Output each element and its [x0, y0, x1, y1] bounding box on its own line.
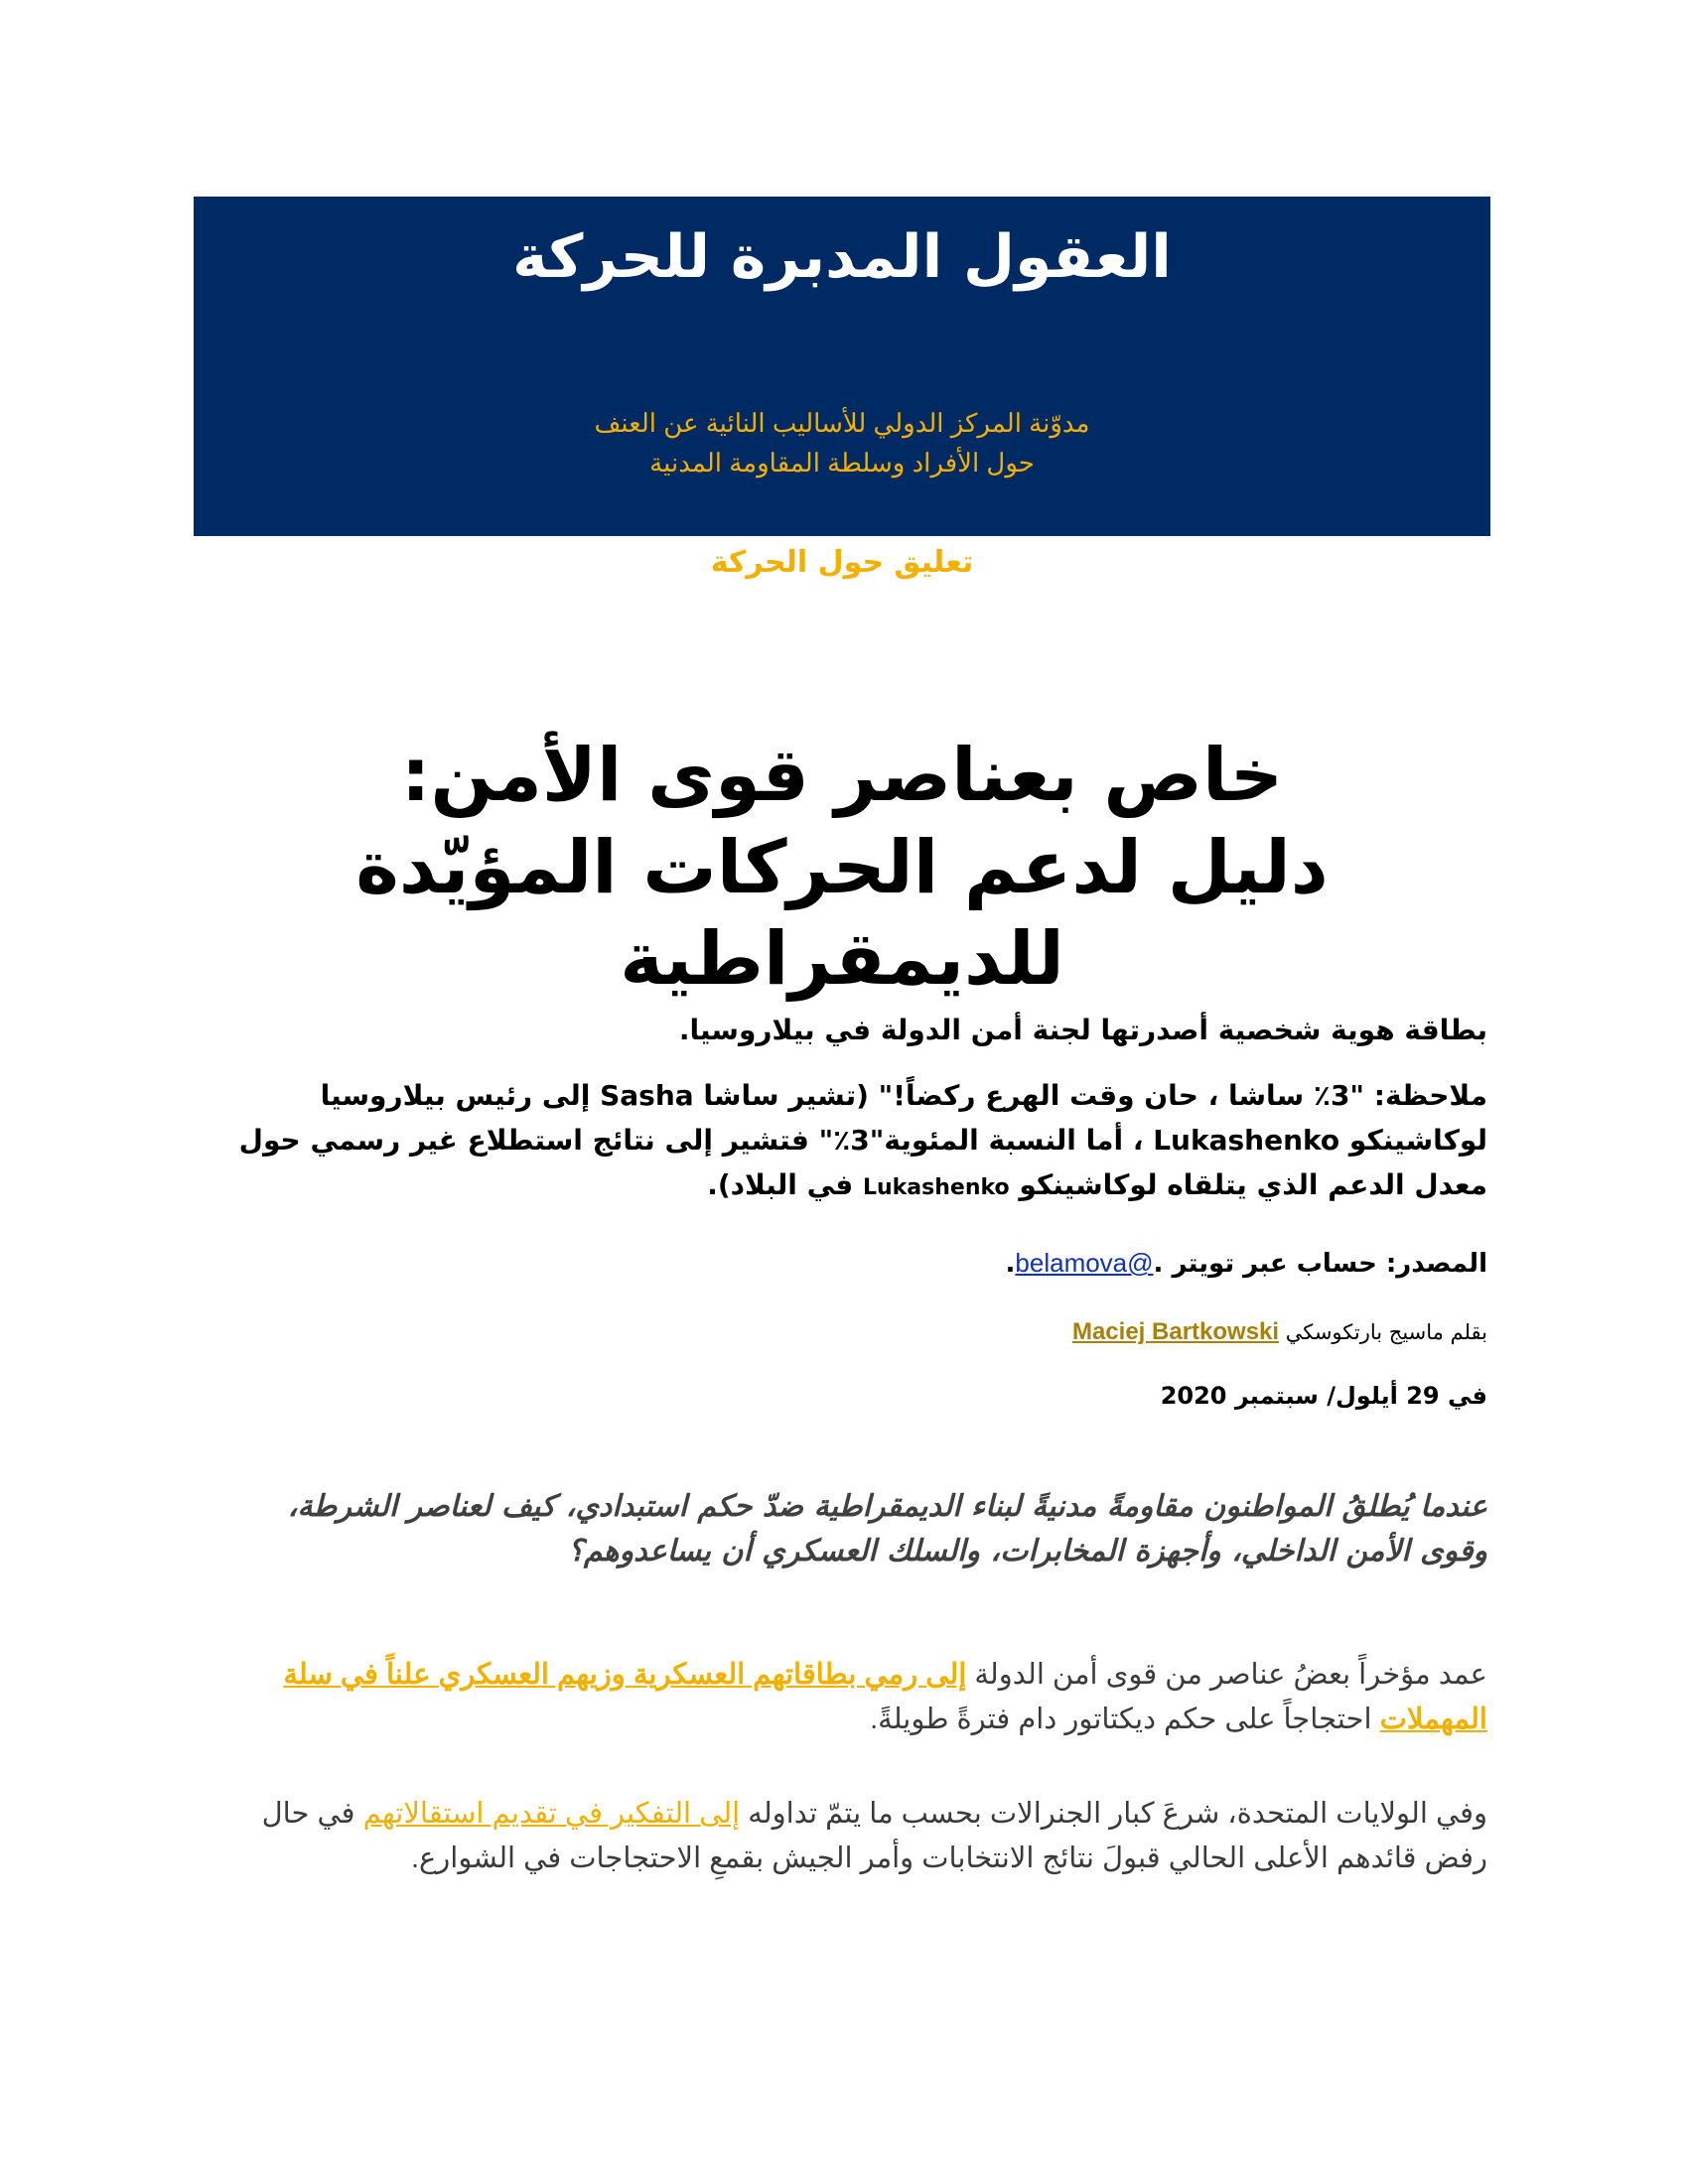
section-label: تعليق حول الحركة: [710, 545, 974, 580]
lead-question: عندما يُطلقُ المواطنون مقاومةً مدنيةً لبناء الديمقراطية ضدّ حكم استبدادي، كيف لعناصر الشرطة، وقوى الأمن الداخلي، وأجهزة المخابرات، والسلك العسكري أن يساعدوهم؟: [287, 1489, 1487, 1569]
blog-banner: [194, 197, 1490, 536]
author-name-link[interactable]: Maciej Bartkowski: [1071, 1318, 1280, 1345]
author-line: [216, 1318, 1487, 1346]
source-line: [216, 1248, 1487, 1279]
image-caption: بطاقة هوية شخصية أصدرتها لجنة أمن الدولة في بيلاروسيا.: [678, 1014, 1487, 1046]
page-headline: [194, 730, 1490, 1006]
paragraph-1-link[interactable]: إلى رمي بطاقاتهم العسكرية وزيهم العسكري علناً في سلة المهملات: [283, 1659, 1487, 1735]
author-prefix: بقلم ماسيج بارتكوسكي: [1279, 1320, 1487, 1344]
note-text-1: ملاحظة: "3٪ ساشا ، حان وقت الهرع ركضاً!" (تشير ساشا: [693, 1079, 1487, 1112]
headline-line1: خاص بعناصر قوى الأمن:: [400, 733, 1284, 818]
banner-title: العقول المدبرة للحركة: [512, 222, 1172, 292]
paragraph-2-text-before: وفي الولايات المتحدة، شرعَ كبار الجنرالات بحسب ما يتمّ تداوله: [740, 1798, 1487, 1830]
source-trail: .: [1005, 1249, 1016, 1279]
note-lukashenko-2: Lukashenko: [863, 1174, 1010, 1200]
note-lukashenko: Lukashenko: [1153, 1123, 1340, 1157]
banner-subtitle: [194, 403, 1490, 483]
paragraph-1-text-before: عمد مؤخراً بعضُ عناصر من قوى أمن الدولة: [966, 1659, 1487, 1691]
source-label: المصدر: حساب عبر تويتر .: [1153, 1249, 1487, 1279]
publish-date: في 29 أيلول/ سبتمبر 2020: [1160, 1382, 1487, 1410]
paragraph-2-link[interactable]: إلى التفكير في تقديم استقالاتهم: [362, 1798, 741, 1830]
paragraph-2-text-after: في حال رفض قائدهم الأعلى الحالي قبولَ نتائج الانتخابات وأمر الجيش بقمعِ الاحتجاجات في الشوارع.: [261, 1798, 1487, 1874]
note-sasha: Sasha: [600, 1079, 694, 1112]
headline-line2: دليل لدعم الحركات المؤيّدة للديمقراطية: [355, 824, 1329, 1002]
body-paragraph-1: [216, 1653, 1487, 1742]
banner-subtitle-line1: مدوّنة المركز الدولي للأساليب النائية عن العنف: [594, 408, 1090, 438]
note-text-3: ، أما النسبة المئوية"3٪" فتشير إلى نتائج استطلاع غير رسمي حول معدل الدعم الذي يتلقاه لوكاشينكو: [238, 1123, 1487, 1201]
paragraph-1-text-after: احتجاجاً على حكم ديكتاتور دام فترةً طويلةً.: [870, 1703, 1380, 1735]
note-text-4: في البلاد).: [707, 1167, 863, 1201]
body-paragraph-2: [216, 1792, 1487, 1881]
twitter-handle-link[interactable]: @belamova: [1015, 1248, 1154, 1278]
note-text-2: إلى رئيس بيلاروسيا لوكاشينكو: [320, 1079, 1487, 1157]
banner-subtitle-line2: حول الأفراد وسلطة المقاومة المدنية: [649, 448, 1035, 478]
translation-note: [216, 1074, 1487, 1207]
